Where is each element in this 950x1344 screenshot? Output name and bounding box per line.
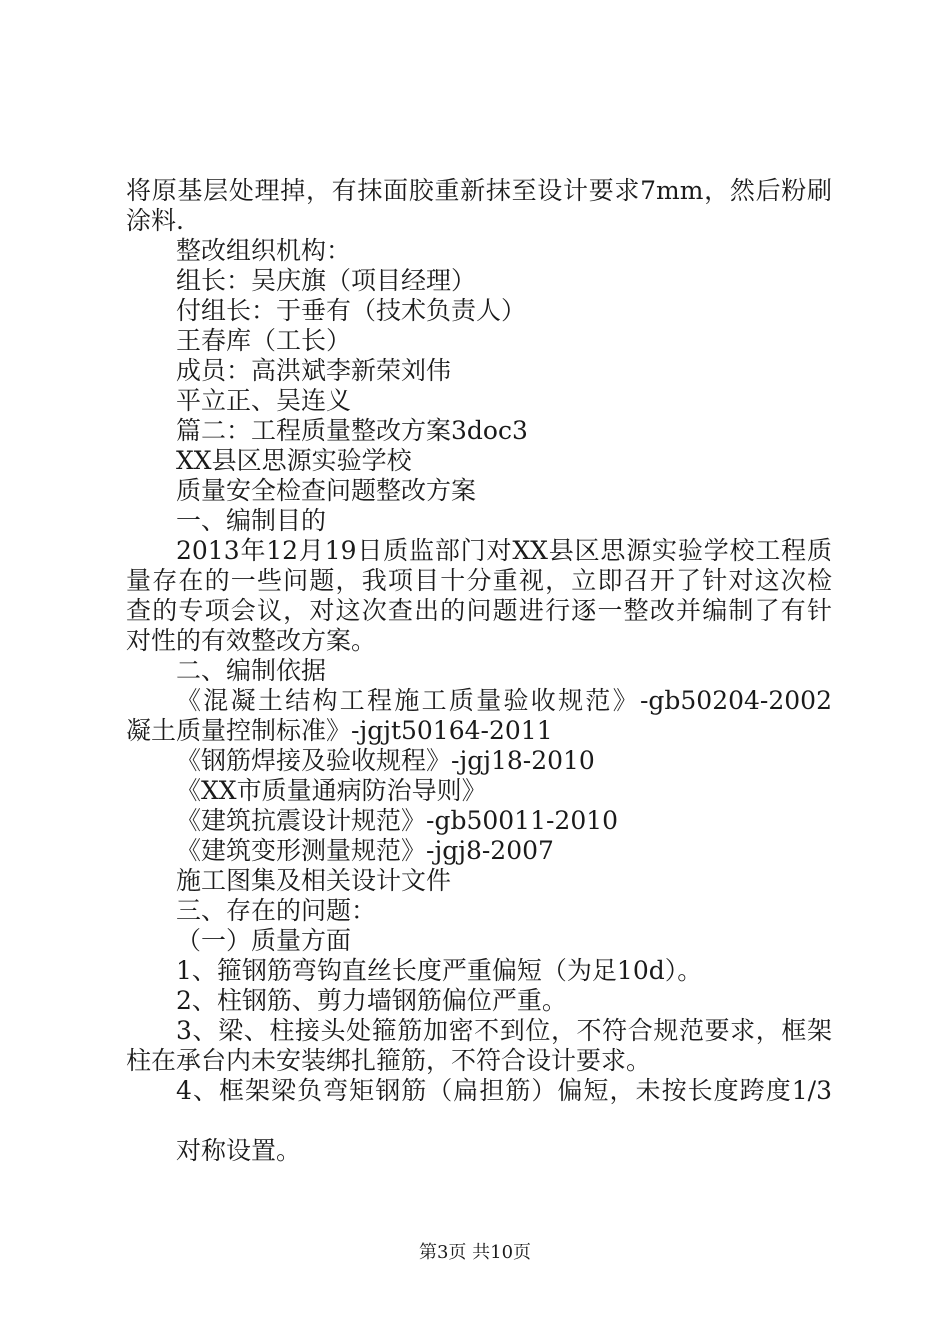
body-line: 付组长：于垂有（技术负责人） <box>176 296 527 325</box>
subsection-heading: （一）质量方面 <box>176 926 352 955</box>
body-line: 组长：吴庆旗（项目经理） <box>176 266 477 295</box>
reference-line: 《XX市质量通病防治导则》 <box>176 776 487 805</box>
issue-item: 2、柱钢筋、剪力墙钢筋偏位严重。 <box>176 986 567 1015</box>
reference-line: 施工图集及相关设计文件 <box>176 866 452 895</box>
body-line: 查的专项会议，对这次查出的问题进行逐一整改并编制了有针 <box>126 596 832 625</box>
issue-item: 1、箍钢筋弯钩直丝长度严重偏短（为足10d）。 <box>176 956 703 985</box>
issue-item: 3、梁、柱接头处箍筋加密不到位，不符合规范要求，框架 <box>176 1016 832 1045</box>
section-heading: 一、编制目的 <box>176 506 327 535</box>
reference-line: 凝土质量控制标准》-jgjt50164-2011 <box>126 716 553 745</box>
body-line: 王春库（工长） <box>176 326 352 355</box>
reference-line: 《建筑变形测量规范》-jgj8-2007 <box>176 836 554 865</box>
body-line: 平立正、吴连义 <box>176 386 352 415</box>
body-line: 对性的有效整改方案。 <box>126 626 377 655</box>
school-name: XX县区思源实验学校 <box>176 446 412 475</box>
body-line: 成员：高洪斌李新荣刘伟 <box>176 356 452 385</box>
line-gap <box>126 1106 832 1136</box>
reference-line: 《混凝土结构工程施工质量验收规范》-gb50204-2002 <box>176 686 832 715</box>
reference-line: 《钢筋焊接及验收规程》-jgj18-2010 <box>176 746 595 775</box>
body-line: 2013年12月19日质监部门对XX县区思源实验学校工程质 <box>176 536 832 565</box>
section-heading: 三、存在的问题： <box>176 896 377 925</box>
body-line: 将原基层处理掉，有抹面胶重新抹至设计要求7mm，然后粉刷 <box>126 176 832 205</box>
issue-item: 4、框架梁负弯矩钢筋（扁担筋）偏短，未按长度跨度1/3 <box>176 1076 832 1105</box>
issue-item: 对称设置。 <box>176 1136 302 1165</box>
document-title: 质量安全检查问题整改方案 <box>176 476 477 505</box>
issue-item: 柱在承台内未安装绑扎箍筋，不符合设计要求。 <box>126 1046 652 1075</box>
section-heading: 篇二：工程质量整改方案3doc3 <box>176 416 528 445</box>
body-line: 量存在的一些问题，我项目十分重视，立即召开了针对这次检 <box>126 566 832 595</box>
reference-line: 《建筑抗震设计规范》-gb50011-2010 <box>176 806 619 835</box>
body-line: 整改组织机构： <box>176 236 352 265</box>
document-body <box>126 176 832 1166</box>
section-heading: 二、编制依据 <box>176 656 327 685</box>
body-line: 涂料. <box>126 206 184 235</box>
page-number: 第3页 共10页 <box>418 1242 532 1263</box>
